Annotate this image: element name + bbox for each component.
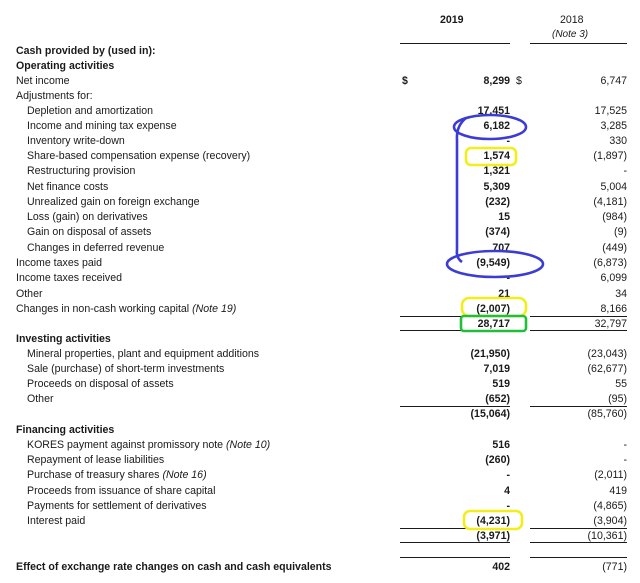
header-underline-2019 (400, 43, 510, 44)
value-2019-financing-total: (3,971) (476, 530, 510, 542)
working-capital-text: Changes in non-cash working capital (16, 303, 190, 315)
row-label-treasury (27, 469, 207, 481)
row-label-short-term: Sale (purchase) of short-term investments (27, 363, 225, 375)
value-2018-treasury: (2,011) (594, 469, 627, 481)
header-2019: 2019 (440, 14, 464, 26)
row-label-lease: Repayment of lease liabilities (27, 454, 165, 466)
value-2018-inventory: 330 (609, 135, 627, 147)
value-2019-settlement: - (506, 500, 510, 512)
value-2019-taxes-paid: (9,549) (476, 257, 510, 269)
value-2019-inventory: - (506, 135, 510, 147)
value-2018-deferred-revenue: (449) (602, 242, 627, 254)
value-2019-deferred-revenue: 707 (492, 242, 510, 254)
row-label-inventory: Inventory write-down (27, 135, 125, 147)
subtotal-line-2018-inv (530, 406, 627, 407)
row-label-mineral: Mineral properties, plant and equipment additions (27, 348, 260, 360)
row-label-other-operating: Other (16, 288, 43, 300)
value-2018-proceeds-disposal: 55 (615, 378, 627, 390)
total-line-2018-op (530, 330, 627, 331)
row-label-net-finance: Net finance costs (27, 181, 109, 193)
row-label-taxes-paid: Income taxes paid (16, 257, 102, 269)
row-label-interest: Interest paid (27, 515, 86, 527)
row-label-deferred-revenue: Changes in deferred revenue (27, 242, 165, 254)
row-label-derivatives: Loss (gain) on derivatives (27, 211, 148, 223)
value-2018-share-capital: 419 (609, 485, 627, 497)
value-2018-fx-effect: (771) (602, 561, 627, 573)
value-2019-share-comp: 1,574 (483, 150, 510, 162)
row-label-depletion: Depletion and amortization (27, 105, 154, 117)
value-2018-investing-total: (85,760) (587, 408, 627, 420)
total-line-2018-fin (530, 542, 627, 543)
row-label-share-capital: Proceeds from issuance of share capital (27, 485, 216, 497)
currency-symbol-2018: $ (516, 75, 522, 87)
value-2019-proceeds-disposal: 519 (492, 378, 510, 390)
value-2018-net-finance: 5,004 (600, 181, 627, 193)
value-2019-share-capital: 4 (504, 485, 510, 497)
value-2019-short-term: 7,019 (483, 363, 510, 375)
operating-activities-heading: Operating activities (16, 60, 115, 72)
subtotal-line-2018-fin (530, 528, 627, 529)
header-2018: 2018 (560, 14, 584, 26)
value-2019-income-tax: 6,182 (483, 120, 510, 132)
subtotal-line-2019-fin (400, 528, 510, 529)
value-2018-mineral: (23,043) (587, 348, 627, 360)
value-2018-taxes-received: 6,099 (600, 272, 627, 284)
value-2018-restructuring: - (623, 165, 627, 177)
value-2018-income-tax: 3,285 (600, 120, 627, 132)
value-2018-disposal: (9) (614, 226, 627, 238)
row-label-working-capital (16, 303, 236, 315)
value-2019-restructuring: 1,321 (483, 165, 510, 177)
row-label-other-investing: Other (27, 393, 54, 405)
value-2019-lease: (260) (485, 454, 510, 466)
value-2019-treasury: - (506, 469, 510, 481)
treasury-note: (Note 16) (162, 469, 207, 481)
treasury-text: Purchase of treasury shares (27, 469, 160, 481)
working-capital-note: (Note 19) (192, 303, 237, 315)
adjustments-label: Adjustments for: (16, 90, 93, 102)
value-2019-other-operating: 21 (498, 288, 510, 300)
value-2018-net-income: 6,747 (600, 75, 627, 87)
total-line-2019-fin (400, 542, 510, 543)
row-label-share-comp: Share-based compensation expense (recovery) (27, 150, 251, 162)
value-2019-derivatives: 15 (498, 211, 510, 223)
value-2019-interest: (4,231) (476, 515, 510, 527)
value-2018-interest: (3,904) (593, 515, 627, 527)
kores-text: KORES payment against promissory note (27, 439, 224, 451)
row-label-fx-gain: Unrealized gain on foreign exchange (27, 196, 200, 208)
value-2018-operating-total: 32,797 (594, 318, 627, 330)
row-label-income-tax: Income and mining tax expense (27, 120, 177, 132)
row-label-fx-effect: Effect of exchange rate changes on cash and cash equivalents (16, 561, 332, 573)
value-2019-investing-total: (15,064) (470, 408, 510, 420)
value-2018-lease: - (623, 454, 627, 466)
value-2018-fx-gain: (4,181) (593, 196, 627, 208)
row-label-kores (27, 439, 270, 451)
value-2019-fx-effect: 402 (492, 561, 510, 573)
value-2019-mineral: (21,950) (470, 348, 510, 360)
value-2019-kores: 516 (492, 439, 510, 451)
value-2018-share-comp: (1,897) (593, 150, 627, 162)
kores-note: (Note 10) (226, 439, 271, 451)
value-2019-operating-total: 28,717 (477, 318, 510, 330)
subtotal-line-2018-op (530, 316, 627, 317)
value-2018-financing-total: (10,361) (587, 530, 627, 542)
value-2019-net-income: 8,299 (483, 75, 510, 87)
value-2019-net-finance: 5,309 (483, 181, 510, 193)
value-2018-other-operating: 34 (615, 288, 627, 300)
currency-symbol-2019: $ (402, 75, 408, 87)
subtotal-line-2018-fx (530, 557, 627, 558)
subtotal-line-2019-fx (400, 557, 510, 558)
value-2019-taxes-received: - (506, 272, 510, 284)
financing-activities-heading: Financing activities (16, 424, 115, 436)
investing-activities-heading: Investing activities (16, 333, 111, 345)
value-2019-other-investing: (652) (485, 393, 510, 405)
value-2018-kores: - (623, 439, 627, 451)
row-label-proceeds-disposal: Proceeds on disposal of assets (27, 378, 174, 390)
value-2018-depletion: 17,525 (594, 105, 627, 117)
value-2018-settlement: (4,865) (593, 500, 627, 512)
value-2018-other-investing: (95) (608, 393, 627, 405)
row-label-net-income: Net income (16, 75, 70, 87)
value-2019-working-capital: (2,007) (476, 303, 510, 315)
cash-provided-heading: Cash provided by (used in): (16, 45, 156, 57)
header-2018-note: (Note 3) (552, 29, 589, 40)
value-2018-working-capital: 8,166 (600, 303, 627, 315)
value-2018-short-term: (62,677) (587, 363, 627, 375)
subtotal-line-2019-op (400, 316, 510, 317)
value-2018-taxes-paid: (6,873) (593, 257, 627, 269)
value-2019-fx-gain: (232) (485, 196, 510, 208)
row-label-taxes-received: Income taxes received (16, 272, 122, 284)
row-label-settlement: Payments for settlement of derivatives (27, 500, 207, 512)
header-underline-2018 (530, 43, 627, 44)
value-2018-derivatives: (984) (602, 211, 627, 223)
value-2019-disposal: (374) (485, 226, 510, 238)
row-label-disposal: Gain on disposal of assets (27, 226, 152, 238)
total-line-2019-op (400, 330, 510, 331)
row-label-restructuring: Restructuring provision (27, 165, 136, 177)
value-2019-depletion: 17,451 (477, 105, 510, 117)
subtotal-line-2019-inv (400, 406, 510, 407)
